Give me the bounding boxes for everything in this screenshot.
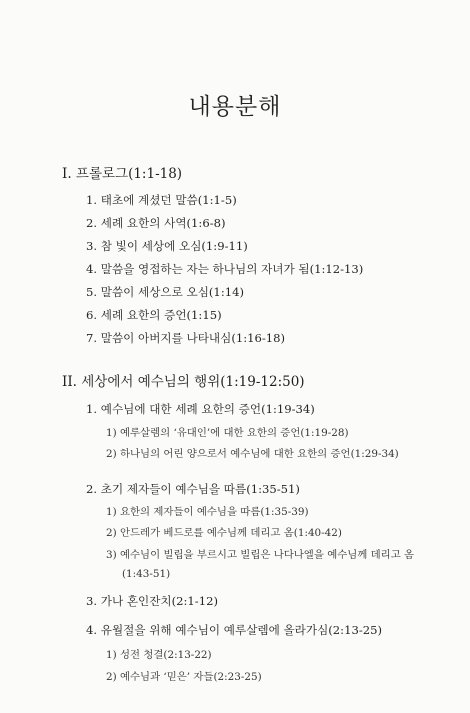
section-heading-prologue: I. 프롤로그(1:1-18) xyxy=(62,166,183,182)
outline-item: 5. 말씀이 세상으로 오심(1:14) xyxy=(86,285,244,299)
outline-subitem: 2) 안드레가 베드로를 예수님께 데리고 옴(1:40-42) xyxy=(106,527,342,539)
outline-subitem: 2) 예수님과 ‘믿은’ 자들(2:23-25) xyxy=(106,671,262,683)
outline-item: 2. 초기 제자들이 예수님을 따름(1:35-51) xyxy=(86,482,300,496)
page-title: 내용분해 xyxy=(188,94,282,120)
section-heading-ministry: II. 세상에서 예수님의 행위(1:19-12:50) xyxy=(62,374,305,390)
outline-item: 7. 말씀이 아버지를 나타내심(1:16-18) xyxy=(86,331,286,345)
outline-item: 4. 유월절을 위해 예수님이 예루살렘에 올라가심(2:13-25) xyxy=(86,623,383,637)
outline-item: 6. 세례 요한의 증언(1:15) xyxy=(86,308,222,322)
outline-subitem-continuation: (1:43-51) xyxy=(122,568,171,580)
outline-item: 3. 참 빛이 세상에 오심(1:9-11) xyxy=(86,239,248,253)
outline-subitem: 1) 성전 청결(2:13-22) xyxy=(106,649,212,661)
outline-item: 1. 예수님에 대한 세례 요한의 증언(1:19-34) xyxy=(86,402,315,416)
outline-item: 3. 가나 혼인잔치(2:1-12) xyxy=(86,594,219,608)
outline-subitem: 1) 요한의 제자들이 예수님을 따름(1:35-39) xyxy=(106,506,309,518)
outline-subitem: 1) 예루살렘의 ‘유대인’에 대한 요한의 증언(1:19-28) xyxy=(106,427,349,439)
outline-subitem: 2) 하나님의 어린 양으로서 예수님에 대한 요한의 증언(1:29-34) xyxy=(106,448,399,460)
outline-item: 1. 태초에 계셨던 말씀(1:1-5) xyxy=(86,193,237,207)
outline-item: 4. 말씀을 영접하는 자는 하나님의 자녀가 됨(1:12-13) xyxy=(86,262,364,276)
outline-subitem: 3) 예수님이 빌립을 부르시고 빌립은 나다나엘을 예수님께 데리고 옴 xyxy=(106,549,415,561)
outline-item: 2. 세례 요한의 사역(1:6-8) xyxy=(86,216,226,230)
